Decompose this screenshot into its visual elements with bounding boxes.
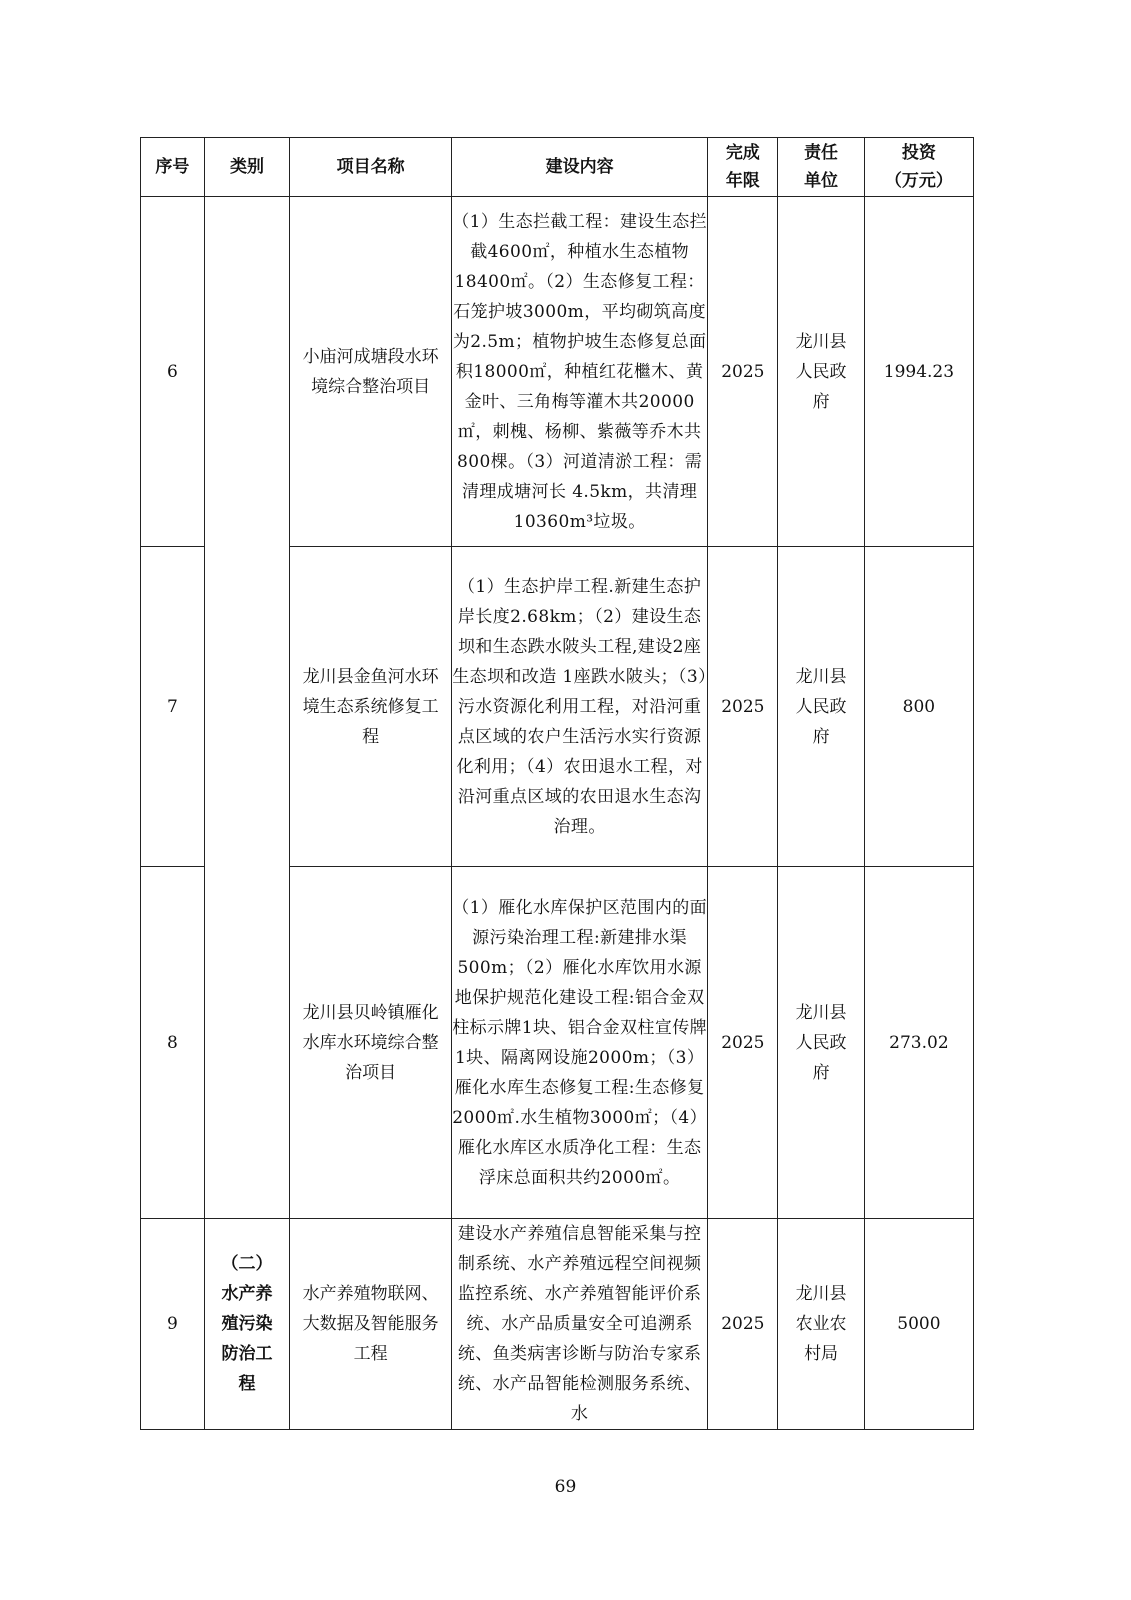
row-invest: 1994.23 xyxy=(864,197,973,547)
project-table xyxy=(140,137,974,1430)
row-project-name: 龙川县贝岭镇雁化水库水环境综合整治项目 xyxy=(290,867,452,1219)
row-year: 2025 xyxy=(708,867,778,1219)
header-seq: 序号 xyxy=(141,138,205,197)
row-year: 2025 xyxy=(708,547,778,867)
header-unit: 责任 单位 xyxy=(778,138,864,197)
row-invest: 273.02 xyxy=(864,867,973,1219)
row-unit: 龙川县 农业农 村局 xyxy=(778,1219,864,1430)
row-seq: 8 xyxy=(141,867,205,1219)
row-invest: 800 xyxy=(864,547,973,867)
table-row xyxy=(141,197,974,547)
table-row xyxy=(141,1219,974,1430)
row-unit: 龙川县 人民政 府 xyxy=(778,547,864,867)
row-category-empty xyxy=(204,197,289,1219)
row-project-name: 龙川县金鱼河水环境生态系统修复工程 xyxy=(290,547,452,867)
row-content: （1）生态护岸工程.新建生态护岸长度2.68km；（2）建设生态坝和生态跌水陂头工程,建设2座生态坝和改造 1座跌水陂头；（3）污水资源化利用工程，对沿河重点区域的农户生活污水实行资源化利用；（4）农田退水工程，对沿河重点区域的农田退水生态沟治理。 xyxy=(451,547,707,867)
row-seq: 7 xyxy=(141,547,205,867)
row-invest: 5000 xyxy=(864,1219,973,1430)
row-seq: 9 xyxy=(141,1219,205,1430)
header-content: 建设内容 xyxy=(451,138,707,197)
header-category: 类别 xyxy=(204,138,289,197)
row-seq: 6 xyxy=(141,197,205,547)
row-year: 2025 xyxy=(708,1219,778,1430)
row-content: （1）雁化水库保护区范围内的面源污染治理工程:新建排水渠500m；（2）雁化水库饮用水源地保护规范化建设工程:铝合金双柱标示牌1块、铝合金双柱宣传牌1块、隔离网设施2000m；（3）雁化水库生态修复工程:生态修复2000㎡.水生植物3000㎡；（4）雁化水库区水质净化工程：生态浮床总面积共约2000㎡。 xyxy=(451,867,707,1219)
row-project-name: 小庙河成塘段水环境综合整治项目 xyxy=(290,197,452,547)
row-unit: 龙川县 人民政 府 xyxy=(778,867,864,1219)
header-year: 完成 年限 xyxy=(708,138,778,197)
row-content: （1）生态拦截工程：建设生态拦截4600㎡，种植水生态植物18400㎡。（2）生态修复工程：石笼护坡3000m，平均砌筑高度为2.5m；植物护坡生态修复总面积18000㎡，种植红花檵木、黄金叶、三角梅等灌木共20000㎡，刺槐、杨柳、紫薇等乔木共800棵。（3）河道清淤工程：需清理成塘河长 4.5km，共清理10360m³垃圾。 xyxy=(451,197,707,547)
page-number: 69 xyxy=(554,1477,577,1497)
row-content: 建设水产养殖信息智能采集与控制系统、水产养殖远程空间视频监控系统、水产养殖智能评价系统、水产品质量安全可追溯系统、鱼类病害诊断与防治专家系统、水产品智能检测服务系统、水 xyxy=(451,1219,707,1430)
header-invest: 投资 （万元） xyxy=(864,138,973,197)
row-unit: 龙川县 人民政 府 xyxy=(778,197,864,547)
row-year: 2025 xyxy=(708,197,778,547)
header-name: 项目名称 xyxy=(290,138,452,197)
table-header-row xyxy=(141,138,974,197)
row-category: （二） 水产养 殖污染 防治工 程 xyxy=(204,1219,289,1430)
row-project-name: 水产养殖物联网、大数据及智能服务工程 xyxy=(290,1219,452,1430)
